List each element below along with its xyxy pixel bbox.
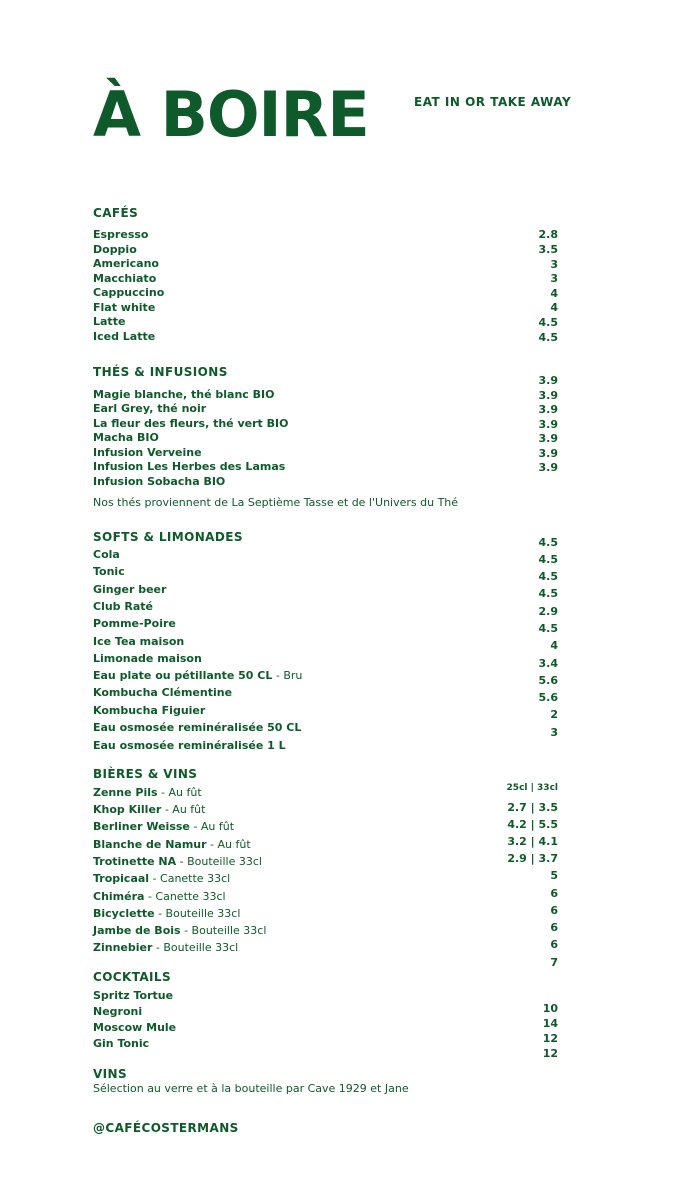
menu-item-price: 3.5 xyxy=(538,243,558,256)
vins-note: Sélection au verre et à la bouteille par Cave 1929 et Jane xyxy=(93,1082,409,1095)
menu-item-name: Chiméra - Canette 33cl xyxy=(93,890,226,903)
menu-item-desc: - Au fût xyxy=(157,786,202,799)
menu-item-price: 5 xyxy=(550,869,558,882)
section-title-softs: SOFTS & LIMONADES xyxy=(93,530,243,544)
menu-item-desc: - Bru xyxy=(272,669,303,682)
menu-item-name: Jambe de Bois - Bouteille 33cl xyxy=(93,924,267,937)
menu-item-desc: - Bouteille 33cl xyxy=(176,855,262,868)
menu-item-name: Trotinette NA - Bouteille 33cl xyxy=(93,855,262,868)
menu-item-desc: - Au fût xyxy=(189,820,235,833)
menu-item-name: Gin Tonic xyxy=(93,1037,150,1050)
menu-item-name: Magie blanche, thé blanc BIO xyxy=(93,388,275,401)
menu-item-desc: - Bouteille 33cl xyxy=(180,924,267,937)
menu-item-price: 3.9 xyxy=(538,389,558,402)
thes-note: Nos thés proviennent de La Septième Tasse et de l'Univers du Thé xyxy=(93,496,459,509)
menu-item-name: Tropicaal - Canette 33cl xyxy=(93,872,231,885)
menu-item-name: Kombucha Figuier xyxy=(93,704,206,717)
menu-item-name: Macchiato xyxy=(93,272,157,285)
menu-item-price: 12 xyxy=(542,1047,558,1060)
menu-item-name: Ice Tea maison xyxy=(93,635,185,648)
menu-item-price: 2.7 | 3.5 xyxy=(507,801,558,814)
menu-item-price: 4.5 xyxy=(538,536,558,549)
menu-item-price: 6 xyxy=(550,887,558,900)
menu-item-price: 6 xyxy=(550,921,558,934)
menu-item-price: 4.5 xyxy=(538,570,558,583)
section-title-bieres: BIÈRES & VINS xyxy=(93,767,198,781)
menu-item-price: 14 xyxy=(542,1017,558,1030)
menu-item-name: Eau osmosée reminéralisée 1 L xyxy=(93,739,286,752)
menu-item-price: 3.9 xyxy=(538,403,558,416)
menu-item-name: Infusion Les Herbes des Lamas xyxy=(93,460,286,473)
menu-item-name: Flat white xyxy=(93,301,156,314)
menu-item-name: Latte xyxy=(93,315,126,328)
menu-item-name: Bicyclette - Bouteille 33cl xyxy=(93,907,241,920)
menu-item-price: 5.6 xyxy=(538,691,558,704)
menu-item-name: Infusion Verveine xyxy=(93,446,202,459)
menu-item-name: Cola xyxy=(93,548,120,561)
menu-item-price: 3.4 xyxy=(538,657,558,670)
menu-item-price: 3.9 xyxy=(538,418,558,431)
section-title-cafes: CAFÉS xyxy=(93,206,139,220)
menu-item-desc: - Canette 33cl xyxy=(144,890,226,903)
menu-item-name: Limonade maison xyxy=(93,652,202,665)
menu-item-price: 12 xyxy=(542,1032,558,1045)
menu-item-price: 2.9 xyxy=(538,605,558,618)
menu-item-price: 3.2 | 4.1 xyxy=(507,835,558,848)
menu-item-name: Khop Killer - Au fût xyxy=(93,803,206,816)
menu-item-name: Spritz Tortue xyxy=(93,989,174,1002)
menu-item-price: 4 xyxy=(550,301,558,314)
menu-item-price: 5.6 xyxy=(538,674,558,687)
menu-item-desc: - Canette 33cl xyxy=(149,872,231,885)
menu-item-price: 4 xyxy=(550,639,558,652)
menu-item-price: 3 xyxy=(550,726,558,739)
menu-item-name: Infusion Sobacha BIO xyxy=(93,475,226,488)
menu-item-name: Espresso xyxy=(93,228,149,241)
menu-item-name: Blanche de Namur - Au fût xyxy=(93,838,251,851)
menu-item-price: 4.5 xyxy=(538,587,558,600)
menu-item-name: Cappuccino xyxy=(93,286,165,299)
page-title: À BOIRE xyxy=(93,78,369,151)
menu-item-price: 2.8 xyxy=(538,228,558,241)
menu-item-desc: - Bouteille 33cl xyxy=(154,907,241,920)
menu-item-name: Moscow Mule xyxy=(93,1021,177,1034)
menu-item-price: 4.5 xyxy=(538,622,558,635)
menu-item-name: Zinnebier - Bouteille 33cl xyxy=(93,941,239,954)
menu-item-desc: - Au fût xyxy=(206,838,251,851)
menu-item-price: 2.9 | 3.7 xyxy=(507,852,558,865)
menu-item-price: 4.5 xyxy=(538,553,558,566)
menu-item-price: 10 xyxy=(542,1002,558,1015)
menu-item-price: 7 xyxy=(550,956,558,969)
menu-item-name: Club Raté xyxy=(93,600,153,613)
menu-item-desc: - Au fût xyxy=(161,803,206,816)
menu-item-name: Americano xyxy=(93,257,159,270)
menu-item-price: 3.9 xyxy=(538,447,558,460)
menu-item-desc: - Bouteille 33cl xyxy=(152,941,239,954)
section-title-thes: THÉS & INFUSIONS xyxy=(93,365,228,379)
menu-item-name: Kombucha Clémentine xyxy=(93,686,233,699)
menu-item-name: Eau plate ou pétillante 50 CL - Bru xyxy=(93,669,303,682)
menu-item-name: Eau osmosée reminéralisée 50 CL xyxy=(93,721,302,734)
menu-item-price: 6 xyxy=(550,938,558,951)
menu-item-price: 4.5 xyxy=(538,316,558,329)
menu-item-price: 4 xyxy=(550,287,558,300)
menu-item-price: 2 xyxy=(550,708,558,721)
menu-item-name: Tonic xyxy=(93,565,125,578)
menu-item-name: Macha BIO xyxy=(93,431,159,444)
size-header: 25cl | 33cl xyxy=(506,783,558,793)
section-title-vins: VINS xyxy=(93,1067,128,1081)
menu-item-name: Pomme-Poire xyxy=(93,617,176,630)
menu-item-price: 3.9 xyxy=(538,461,558,474)
menu-item-name: La fleur des fleurs, thé vert BIO xyxy=(93,417,289,430)
menu-item-name: Doppio xyxy=(93,243,137,256)
menu-item-price: 6 xyxy=(550,904,558,917)
menu-item-name: Berliner Weisse - Au fût xyxy=(93,820,235,833)
menu-item-price: 4.5 xyxy=(538,331,558,344)
menu-item-name: Ginger beer xyxy=(93,583,167,596)
menu-item-name: Zenne Pils - Au fût xyxy=(93,786,202,799)
menu-item-price: 4.2 | 5.5 xyxy=(507,818,558,831)
menu-item-name: Earl Grey, thé noir xyxy=(93,402,207,415)
social-handle: @CAFÉCOSTERMANS xyxy=(93,1121,239,1135)
menu-item-price: 3.9 xyxy=(538,432,558,445)
menu-item-price: 3.9 xyxy=(538,374,558,387)
menu-item-name: Negroni xyxy=(93,1005,143,1018)
tagline: EAT IN OR TAKE AWAY xyxy=(414,95,572,109)
menu-item-price: 3 xyxy=(550,258,558,271)
section-title-cocktails: COCKTAILS xyxy=(93,970,172,984)
menu-item-name: Iced Latte xyxy=(93,330,156,343)
menu-item-price: 3 xyxy=(550,272,558,285)
